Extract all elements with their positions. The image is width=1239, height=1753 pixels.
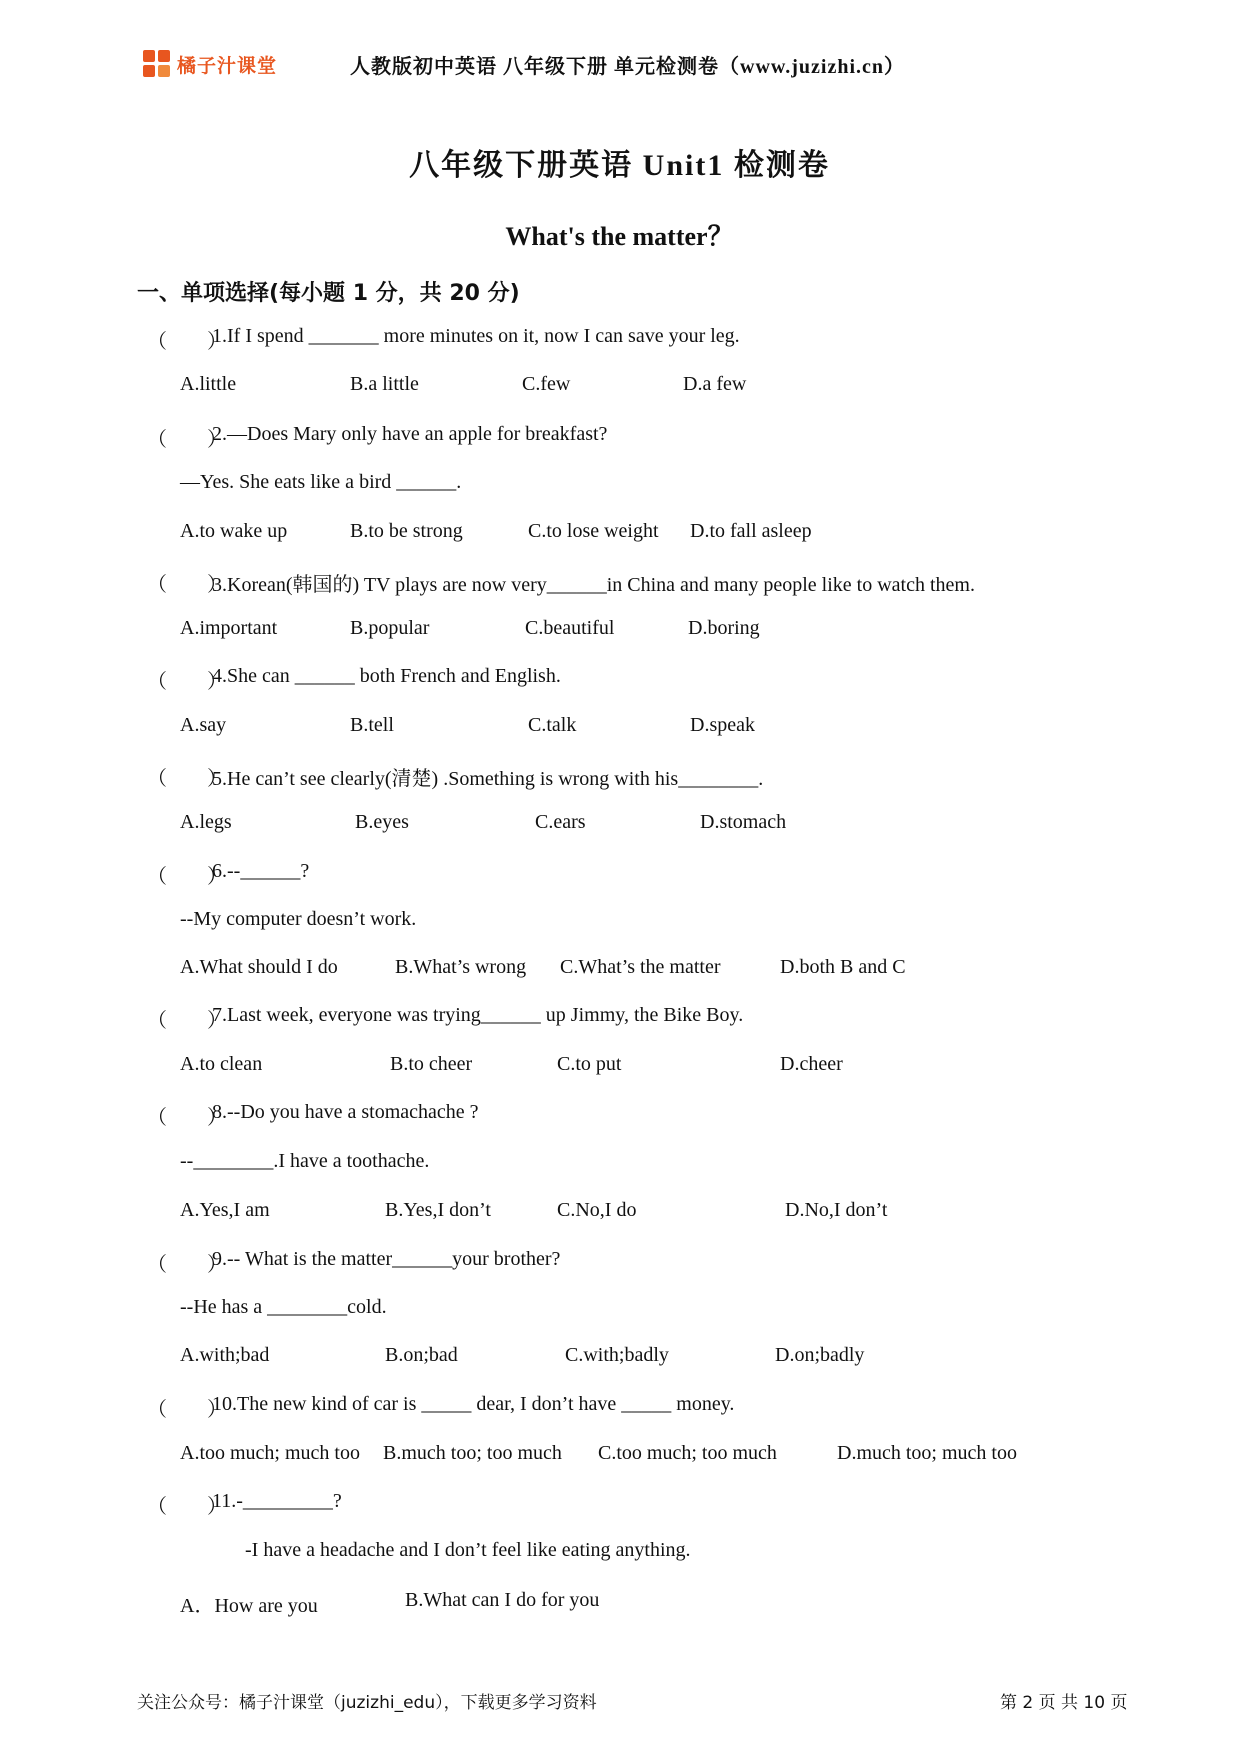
- question-text: 3.Korean(韩国的) TV plays are now very______in China and many people like to watch them.: [212, 574, 975, 596]
- header-title: 人教版初中英语 八年级下册 单元检测卷（www.juzizhi.cn）: [350, 56, 905, 78]
- option: D.much too; much too: [837, 1442, 1017, 1464]
- option: B.tell: [350, 714, 394, 736]
- document-title: 八年级下册英语 Unit1 检测卷: [409, 149, 830, 182]
- answer-paren: （ ）: [147, 1107, 227, 1129]
- answer-paren: （ ）: [147, 331, 227, 353]
- option: B.Yes,I don’t: [385, 1199, 491, 1221]
- option: D.stomach: [700, 811, 787, 833]
- option: C.too much; too much: [598, 1442, 777, 1464]
- option: B.What can I do for you: [405, 1589, 600, 1611]
- option: C.No,I do: [557, 1199, 637, 1221]
- answer-paren: （ ）: [147, 866, 227, 888]
- logo-icon: [143, 50, 171, 78]
- option: B.much too; too much: [383, 1442, 562, 1464]
- answer-paren: （ ）: [147, 574, 227, 596]
- option: D.No,I don’t: [785, 1199, 888, 1221]
- question-text: 9.-- What is the matter______your brother?: [212, 1248, 561, 1270]
- page-number: 第 2 页 共 10 页: [1000, 1693, 1128, 1713]
- option: B.on;bad: [385, 1344, 458, 1366]
- option: A.legs: [180, 811, 232, 833]
- question-text: 4.She can ______ both French and English.: [212, 665, 561, 687]
- option: C.ears: [535, 811, 586, 833]
- option: A.What should I do: [180, 956, 338, 978]
- logo: [143, 50, 277, 78]
- option: D.speak: [690, 714, 755, 736]
- option: C.few: [522, 373, 571, 395]
- option: C.beautiful: [525, 617, 615, 639]
- question-text: -I have a headache and I don’t feel like eating anything.: [245, 1539, 691, 1561]
- document-subtitle: What's the matter？: [505, 222, 734, 251]
- option: D.a few: [683, 373, 747, 395]
- option: A.little: [180, 373, 237, 395]
- option: D.boring: [688, 617, 760, 639]
- option: B.a little: [350, 373, 419, 395]
- answer-paren: （ ）: [147, 1496, 227, 1518]
- question-text: --He has a ________cold.: [180, 1296, 387, 1318]
- option: D.both B and C: [780, 956, 906, 978]
- option: A.Yes,I am: [180, 1199, 270, 1221]
- option: C.What’s the matter: [560, 956, 721, 978]
- option: C.to put: [557, 1053, 622, 1075]
- question-text: —Yes. She eats like a bird ______.: [180, 471, 462, 493]
- option: B.to cheer: [390, 1053, 473, 1075]
- option: A.say: [180, 714, 227, 736]
- question-text: 5.He can’t see clearly(清楚) .Something is wrong with his________.: [212, 768, 764, 790]
- option: A.to clean: [180, 1053, 263, 1075]
- option: D.cheer: [780, 1053, 843, 1075]
- question-text: 1.If I spend _______ more minutes on it, now I can save your leg.: [212, 325, 740, 347]
- option: A.to wake up: [180, 520, 288, 542]
- answer-paren: （ ）: [147, 768, 227, 790]
- option: A．How are you: [180, 1595, 318, 1617]
- question-text: 7.Last week, everyone was trying______ up Jimmy, the Bike Boy.: [212, 1004, 744, 1026]
- option: C.talk: [528, 714, 577, 736]
- question-text: 10.The new kind of car is _____ dear, I don’t have _____ money.: [212, 1393, 735, 1415]
- answer-paren: （ ）: [147, 671, 227, 693]
- option: C.to lose weight: [528, 520, 659, 542]
- option: B.to be strong: [350, 520, 463, 542]
- answer-paren: （ ）: [147, 1254, 227, 1276]
- question-text: 8.--Do you have a stomachache ?: [212, 1101, 479, 1123]
- option: D.on;badly: [775, 1344, 865, 1366]
- section-heading: 一、单项选择(每小题 1 分，共 20 分): [137, 281, 520, 306]
- answer-paren: （ ）: [147, 1399, 227, 1421]
- option: C.with;badly: [565, 1344, 669, 1366]
- answer-paren: （ ）: [147, 1010, 227, 1032]
- option: A.important: [180, 617, 278, 639]
- option: B.eyes: [355, 811, 409, 833]
- question-text: --My computer doesn’t work.: [180, 908, 417, 930]
- option: B.What’s wrong: [395, 956, 527, 978]
- question-text: 11.-_________?: [212, 1490, 342, 1512]
- question-text: 6.--______?: [212, 860, 310, 882]
- page-header: [0, 0, 1239, 110]
- logo-text: 橘子汁课堂: [177, 54, 278, 77]
- footer-note: 关注公众号：橘子汁课堂（juzizhi_edu），下载更多学习资料: [137, 1693, 597, 1713]
- option: D.to fall asleep: [690, 520, 812, 542]
- question-text: 2.—Does Mary only have an apple for breakfast?: [212, 423, 608, 445]
- option: A.too much; much too: [180, 1442, 360, 1464]
- question-text: --________.I have a toothache.: [180, 1150, 430, 1172]
- answer-paren: （ ）: [147, 429, 227, 451]
- option: B.popular: [350, 617, 430, 639]
- option: A.with;bad: [180, 1344, 270, 1366]
